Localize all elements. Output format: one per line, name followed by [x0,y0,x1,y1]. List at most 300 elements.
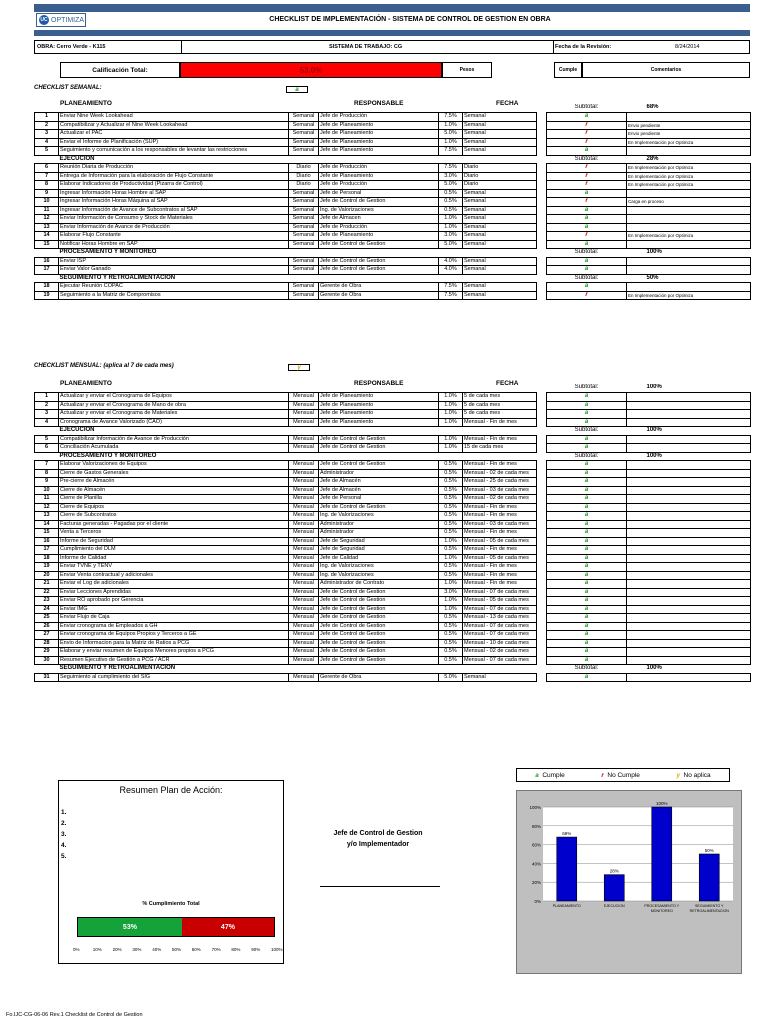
spacer-cell [537,121,547,130]
frequency-cell: Mensual [289,656,319,665]
comment-cell [627,469,751,478]
row-number: 5 [35,147,59,156]
fecha-cell: Semanal [463,215,537,224]
task-cell: Cierre de Gastos Generales [59,469,289,478]
semanal-title: CHECKLIST SEMANAL: [34,85,102,91]
task-cell: Actualizar y enviar el Cronograma de Equipos [59,393,289,402]
cumple-cell [547,520,627,529]
table-row [35,410,751,419]
comment-cell: En Implementación por Optimiza [627,138,751,147]
comment-cell [627,257,751,266]
frequency-cell: Mensual [289,495,319,504]
frequency-cell: Mensual [289,554,319,563]
spacer-cell [537,249,547,258]
comment-cell [627,410,751,419]
row-number: 7 [35,172,59,181]
pct-axis-tick: 10% [92,947,102,952]
responsable-cell: Gerente de Obra [319,673,439,682]
comment-cell [627,597,751,606]
document-title: CHECKLIST DE IMPLEMENTACIÓN - SISTEMA DE CONTROL DE GESTION EN OBRA [269,16,551,23]
task-cell: Cierre de Subcontratos [59,512,289,521]
responsable-cell: Jefe de Planeamiento [319,130,439,139]
task-cell: Informe de Calidad [59,554,289,563]
spacer-cell [59,384,289,393]
responsable-cell: Jefe de Control de Gestion [319,266,439,275]
fecha-cell: Mensual - 25 de cada mes [463,478,537,487]
peso-cell: 4.0% [439,266,463,275]
frequency-cell: Semanal [289,206,319,215]
task-cell: Enviar ISP [59,257,289,266]
cumple-cell [547,486,627,495]
check-icon: a [584,240,589,247]
comment-cell [627,631,751,640]
fecha-cell: Semanal [463,113,537,122]
responsable-cell: Jefe de Control de Gestion [319,461,439,470]
task-cell: Compatibilizar Información de Avance de Producción [59,435,289,444]
spacer-cell [319,427,439,436]
firma-line2: y/o Implementador [346,841,410,848]
frequency-cell: Mensual [289,503,319,512]
check-icon: a [584,189,589,196]
semanal-mark-box [286,86,308,93]
table-row [35,181,751,190]
peso-cell: 0.5% [439,631,463,640]
row-number: 19 [35,291,59,300]
cross-icon: r [585,291,588,298]
table-row [35,232,751,241]
frequency-cell: Semanal [289,138,319,147]
responsable-cell: Jefe de Seguridad [319,546,439,555]
responsable-cell: Jefe de Almacén [319,478,439,487]
row-number: 8 [35,181,59,190]
frequency-cell: Mensual [289,486,319,495]
cumple-cell [547,291,627,300]
spacer-cell [319,104,439,113]
peso-cell: 3.0% [439,172,463,181]
table-row [35,605,751,614]
legend [516,768,730,782]
spacer-cell [463,452,537,461]
comment-cell [627,478,751,487]
spacer-cell [537,384,547,393]
cumple-cell [547,435,627,444]
section-title: EJECUCION [59,155,95,162]
check-icon: a [584,631,589,637]
row-number: 29 [35,648,59,657]
spacer-cell [537,665,547,674]
responsable-cell: Jefe de Almacén [319,486,439,495]
table-row [35,283,751,292]
spacer-cell [537,223,547,232]
spacer-cell [537,605,547,614]
fecha-cell: Mensual - 07 de cada mes [463,588,537,597]
pct-axis-tick: 100% [271,947,283,952]
cumple-cell [547,554,627,563]
section-row [35,155,751,164]
mensual-title: CHECKLIST MENSUAL: (aplica al 7 de cada mes) [34,363,174,369]
cumple-cell [547,469,627,478]
peso-cell: 1.0% [439,435,463,444]
section-title: EJECUCION [59,427,95,433]
spacer-cell [35,665,59,674]
row-number: 3 [35,410,59,419]
check-icon: a [584,512,589,518]
task-cell: Ingresar Información de Avance de Subcontratos al SAP [59,206,289,215]
spacer-cell [537,410,547,419]
table-row [35,537,751,546]
info-row [34,40,750,54]
spacer-cell [537,554,547,563]
table-row [35,622,751,631]
na-icon: y [676,772,680,779]
fecha-cell: Semanal [463,198,537,207]
spacer-cell [537,580,547,589]
cumple-cell [547,198,627,207]
frequency-cell: Mensual [289,418,319,427]
task-cell: Envio de Informacion para la Matriz de Ratios a PCG [59,639,289,648]
fecha-cell: Mensual - 05 de cada mes [463,597,537,606]
row-number: 3 [35,130,59,139]
spacer-cell [537,427,547,436]
cumple-cell [547,257,627,266]
spacer-cell [439,249,463,258]
calificacion-value: 53.0% [180,62,442,78]
peso-cell: 5.0% [439,673,463,682]
fecha-cell: Semanal [463,138,537,147]
section-row [35,249,751,258]
spacer-cell [59,104,289,113]
cumple-cell [547,622,627,631]
spacer-cell [319,249,439,258]
pct-bar [77,917,275,937]
spacer-cell [537,181,547,190]
spacer-cell [537,512,547,521]
task-cell: Enviar TVNE y TENV [59,563,289,572]
comment-cell: En Implementación por Optimiza [627,291,751,300]
spacer-cell [537,537,547,546]
frequency-cell: Mensual [289,639,319,648]
spacer-cell [537,418,547,427]
peso-cell: 0.5% [439,571,463,580]
spacer-cell [537,614,547,623]
cross-icon: r [585,164,588,170]
table-row [35,554,751,563]
fecha-cell: Semanal [463,189,537,198]
check-icon: a [584,461,589,467]
fecha-cell: Semanal [463,283,537,292]
frequency-cell: Mensual [289,571,319,580]
fecha-cell: Diario [463,181,537,190]
spacer-cell [537,266,547,275]
spacer-cell [537,673,547,682]
row-number: 11 [35,495,59,504]
frequency-cell: Mensual [289,410,319,419]
table-row [35,266,751,275]
row-number: 9 [35,478,59,487]
fecha-cell: Semanal [463,130,537,139]
peso-cell: 7.5% [439,291,463,300]
responsable-cell: Jefe de Planeamiento [319,418,439,427]
comment-cell [627,580,751,589]
frequency-cell: Mensual [289,512,319,521]
peso-cell: 1.0% [439,580,463,589]
responsable-cell: Jefe de Control de Gestion [319,605,439,614]
spacer-cell [537,215,547,224]
responsable-cell: Ing. de Valorizaciones [319,512,439,521]
peso-cell: 0.5% [439,189,463,198]
row-number: 11 [35,206,59,215]
row-number: 17 [35,266,59,275]
task-cell: Actualizar y enviar el Cronograma de Materiales [59,410,289,419]
spacer-cell [537,588,547,597]
fecha-cell: Mensual - Fin de mes [463,571,537,580]
task-cell: Enviar IMG [59,605,289,614]
task-cell: Enviar Lecciones Aprendidas [59,588,289,597]
peso-cell: 0.5% [439,648,463,657]
task-cell: Cierre de Almacén [59,486,289,495]
spacer-cell [463,427,537,436]
check-icon: a [584,223,589,230]
spacer-cell [537,571,547,580]
resumen-plan-accion [58,780,284,964]
responsable-cell: Ing. de Valorizaciones [319,206,439,215]
fecha-cell: Mensual - 05 de cada mes [463,537,537,546]
spacer-cell [537,631,547,640]
row-number: 16 [35,257,59,266]
pct-cumple-fill: 53% [78,918,182,936]
spacer-cell [289,665,319,674]
peso-cell: 1.0% [439,138,463,147]
fecha-cell: Mensual - Fin de mes [463,435,537,444]
spacer-cell [439,274,463,283]
spacer-cell [319,452,439,461]
cumple-cell [547,401,627,410]
table-row [35,223,751,232]
comment-cell [627,283,751,292]
comment-cell [627,113,751,122]
task-cell: Elaborar Indicadores de Productividad (Pizarra de Control) [59,181,289,190]
comment-cell: Envio pendiente [627,121,751,130]
row-number: 26 [35,622,59,631]
subtotal-label: Subtotal: [574,665,599,671]
spacer-cell [537,113,547,122]
responsable-cell: Jefe de Control de Gestion [319,257,439,266]
task-cell: Enviar cronograma de Equipos Propios y Terceros a GE [59,631,289,640]
fecha-cell: Semanal [463,232,537,241]
comment-cell [627,495,751,504]
check-icon: a [584,622,589,629]
comment-cell [627,486,751,495]
logo-text: OPTIMIZA [51,16,85,24]
subtotal-value: 68% [646,104,659,111]
comment-cell: En Implementación por Optimiza [627,232,751,241]
responsable-cell: Jefe de Control de Gestion [319,444,439,453]
comment-cell [627,418,751,427]
check-icon: a [584,478,589,484]
cumple-cell [547,410,627,419]
table-row [35,121,751,130]
comment-cell [627,605,751,614]
spacer-cell [319,274,439,283]
row-number: 18 [35,283,59,292]
comment-cell [627,393,751,402]
frequency-cell: Mensual [289,520,319,529]
table-row [35,580,751,589]
row-number: 15 [35,529,59,538]
subtotal-value: 100% [646,427,662,433]
peso-cell: 5.0% [439,240,463,249]
responsable-cell: Jefe de Seguridad [319,537,439,546]
table-row [35,257,751,266]
check-icon: a [295,86,299,93]
comment-cell: En Implementación por Optimiza [627,164,751,173]
comment-cell [627,537,751,546]
table-row [35,240,751,249]
cumple-cell [547,189,627,198]
responsable-cell: Jefe de Calidad [319,554,439,563]
cumple-cell [547,181,627,190]
fecha-cell: Mensual - Fin de mes [463,461,537,470]
spacer-cell [537,648,547,657]
task-cell: Elaborar y enviar resumen de Equipos Menores propios a PCG [59,648,289,657]
comment-cell [627,512,751,521]
sistema-label: SISTEMA DE TRABAJO: CG [329,44,403,50]
responsable-cell: Administrador [319,469,439,478]
check-icon: a [584,614,589,620]
row-number: 10 [35,198,59,207]
pct-axis-tick: 70% [211,947,221,952]
frequency-cell: Mensual [289,393,319,402]
frequency-cell: Mensual [289,435,319,444]
spacer-cell [35,104,59,113]
frequency-cell: Mensual [289,614,319,623]
subtotal-label: Subtotal: [574,249,599,255]
task-cell: Enviar Flujo de Caja [59,614,289,623]
frequency-cell: Semanal [289,266,319,275]
comment-cell [627,444,751,453]
cross-icon: r [585,172,588,179]
task-cell: Ingresar Información Horas Máquina al SAP [59,198,289,207]
spacer-cell [537,198,547,207]
section-title: SEGUIMIENTO Y RETROALIMENTACION [59,665,176,671]
frequency-cell: Semanal [289,113,319,122]
peso-cell: 7.5% [439,147,463,156]
frequency-cell: Mensual [289,537,319,546]
row-number: 6 [35,444,59,453]
x-category-label: PLANEAMIENTO [552,904,581,908]
subtotal-label: Subtotal: [574,427,599,433]
task-cell: Pre-cierre de Almacén [59,478,289,487]
resumen-item: 3. [61,831,67,838]
cumple-cell [547,614,627,623]
frequency-cell: Mensual [289,631,319,640]
responsable-cell: Jefe de Control de Gestion [319,503,439,512]
resumen-list [61,807,66,862]
spacer-cell [537,435,547,444]
cumple-cell [547,597,627,606]
responsable-cell: Jefe de Control de Gestion [319,614,439,623]
cumple-cell [547,232,627,241]
table-row [35,495,751,504]
cumple-cell [547,537,627,546]
spacer-cell [35,384,59,393]
table-row [35,138,751,147]
responsable-cell: Jefe de Planeamiento [319,147,439,156]
comment-cell [627,401,751,410]
responsable-cell: Jefe de Planeamiento [319,232,439,241]
comment-cell [627,215,751,224]
peso-cell: 7.5% [439,164,463,173]
frequency-cell: Semanal [289,147,319,156]
frequency-cell: Semanal [289,232,319,241]
peso-cell: 3.0% [439,232,463,241]
spacer-cell [537,563,547,572]
spacer-cell [463,104,537,113]
check-icon: a [584,401,589,408]
fecha-cell: Mensual - Fin de mes [463,512,537,521]
pct-axis-tick: 60% [191,947,201,952]
fecha-cell: Mensual - 07 de cada mes [463,631,537,640]
responsable-cell: Jefe de Almacen [319,215,439,224]
peso-cell: 0.5% [439,486,463,495]
spacer-cell [289,384,319,393]
row-number: 13 [35,512,59,521]
task-cell: Resumen Ejecutivo de Gestión a PCG / ACR [59,656,289,665]
task-cell: Ingresar Información Horas Hombre al SAP [59,189,289,198]
cumple-cell [547,478,627,487]
check-icon: a [584,444,589,450]
subtotal-label: Subtotal: [574,104,599,111]
data-label: 100% [655,801,668,806]
frequency-cell: Mensual [289,478,319,487]
spacer-cell [537,274,547,283]
data-label: 28% [609,868,619,874]
divider [553,41,554,53]
responsable-cell: Jefe de Control de Gestion [319,622,439,631]
frequency-cell: Mensual [289,580,319,589]
table-row [35,461,751,470]
section-row [35,384,751,393]
row-number: 24 [35,605,59,614]
check-icon: a [584,648,589,654]
spacer-cell [319,155,439,164]
cumple-cell [547,656,627,665]
cumple-cell [547,648,627,657]
responsable-cell: Jefe de Planeamiento [319,172,439,181]
responsable-cell: Jefe de Planeamiento [319,410,439,419]
subtotal-label: Subtotal: [574,452,599,459]
table-row [35,631,751,640]
check-icon: a [584,537,589,544]
header-top-bar [34,4,750,12]
comment-cell [627,529,751,538]
subtotal-label: Subtotal: [574,155,599,162]
table-row [35,546,751,555]
frequency-cell: Mensual [289,546,319,555]
section-row [35,452,751,461]
col-responsable: RESPONSABLE [354,100,404,107]
table-row [35,215,751,224]
responsable-cell: Jefe de Control de Gestion [319,631,439,640]
fecha-cell: Mensual - 02 de cada mes [463,495,537,504]
task-cell: Enviar Valor Ganado [59,266,289,275]
frequency-cell: Mensual [289,529,319,538]
pct-axis-tick: 0% [73,947,80,952]
frequency-cell: Diario [289,172,319,181]
table-row [35,147,751,156]
peso-cell: 0.5% [439,512,463,521]
responsable-cell: Administrador [319,520,439,529]
